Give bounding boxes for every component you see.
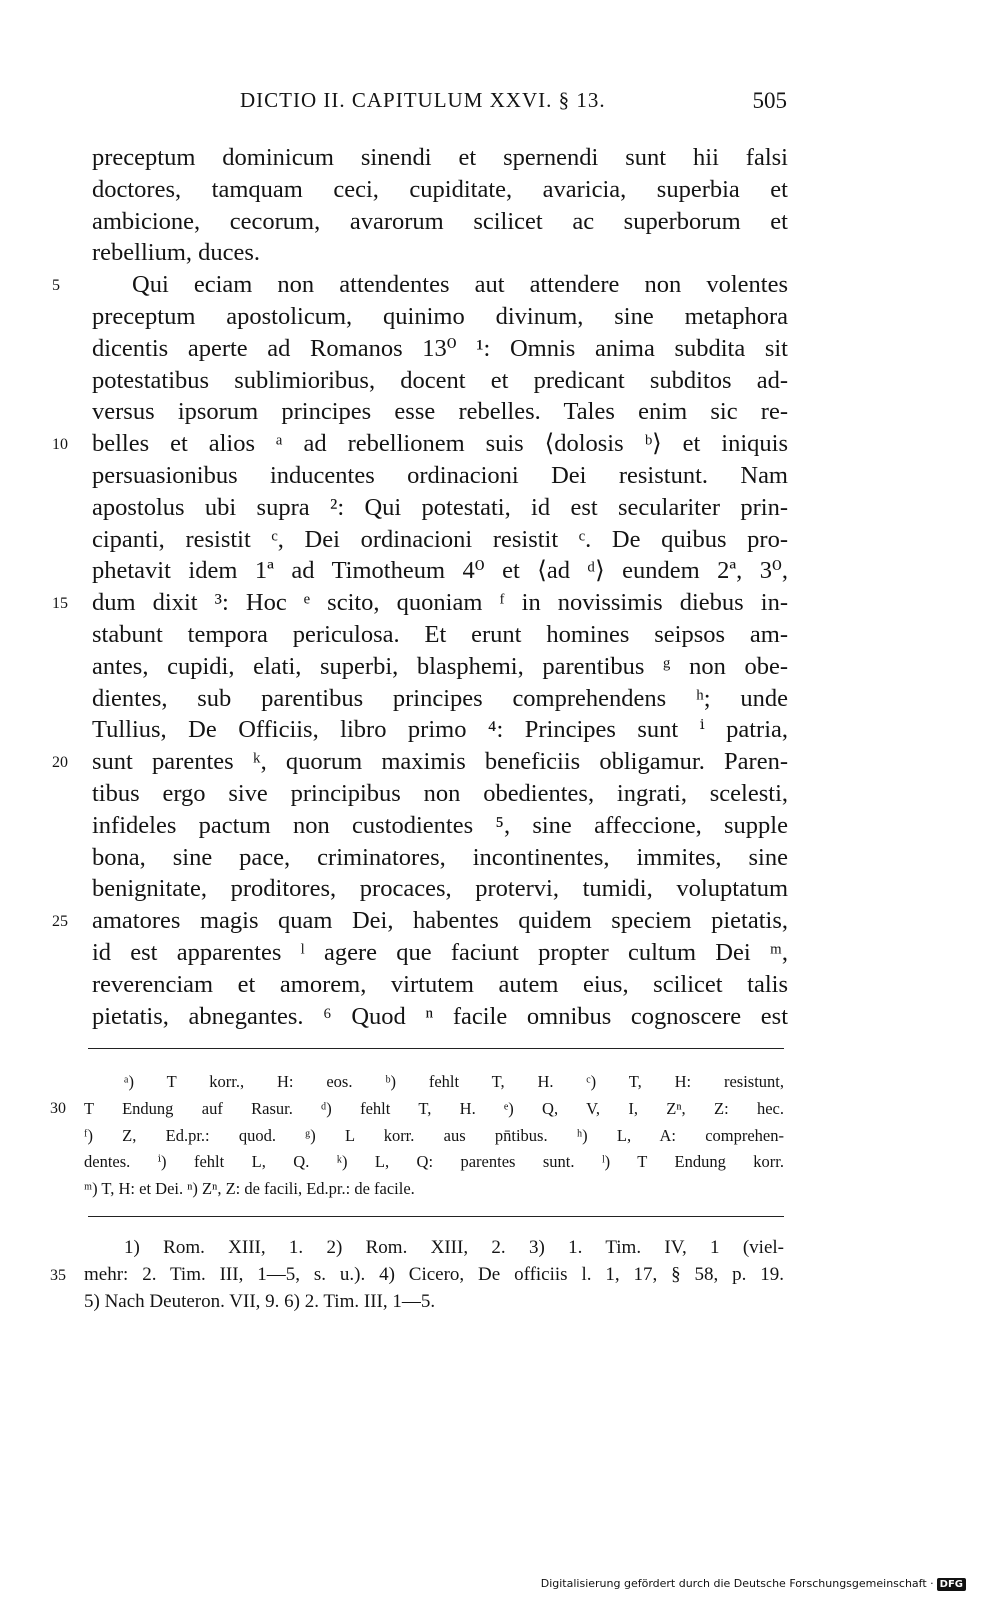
main_text-line: reverenciam et amorem, virtutem autem eius, scilicet talis — [92, 970, 788, 998]
line-number: 5 — [52, 277, 60, 295]
main_text-line: persuasionibus inducentes ordinacioni Dei resistunt. Nam — [92, 462, 788, 489]
dfg-logo: DFG — [937, 1578, 966, 1591]
line-number: 15 — [52, 595, 68, 613]
main_text-line: stabunt tempora periculosa. Et erunt homines seipsos am- — [92, 621, 788, 648]
main_text-line: potestatibus sublimioribus, docent et predicant subditos ad- — [92, 366, 788, 394]
apparatus-line: ᶠ) Z, Ed.pr.: quod. ᵍ) L korr. aus pn̄tibus. ʰ) L, A: comprehen- — [84, 1125, 784, 1145]
sources-line: 5) Nach Deuteron. VII, 9. 6) 2. Tim. III, 1—5. — [84, 1290, 436, 1312]
main_text-line: benignitate, proditores, procaces, protervi, tumidi, voluptatum — [92, 875, 788, 903]
sources-line: mehr: 2. Tim. III, 1—5, s. u.). 4) Cicero, De officiis l. 1, 17, § 58, p. 19. — [84, 1263, 784, 1285]
sources-rule — [88, 1216, 784, 1217]
main_text-line: sunt parentes ᵏ, quorum maximis beneficiis obligamur. Paren- — [92, 748, 788, 776]
digitization-credit — [541, 1577, 966, 1591]
main_text-line: Qui eciam non attendentes aut attendere non volentes — [132, 271, 788, 299]
main_text-line: belles et alios ᵃ ad rebellionem suis ⟨dolosis ᵇ⟩ et iniquis — [92, 430, 788, 458]
main_text-line: versus ipsorum principes esse rebelles. Tales enim sic re- — [92, 398, 788, 426]
line-number: 35 — [50, 1266, 66, 1284]
main_text-line: dientes, sub parentibus principes comprehendens ʰ; unde — [92, 684, 788, 712]
main_text-line: antes, cupidi, elati, superbi, blasphemi, parentibus ᵍ non obe- — [92, 652, 788, 680]
line-number: 10 — [52, 436, 68, 454]
main_text-line: preceptum dominicum sinendi et spernendi sunt hii falsi — [92, 144, 788, 171]
main_text-line: pietatis, abnegantes. ⁶ Quod ⁿ facile omnibus cognoscere est — [92, 1002, 788, 1030]
main_text-line: phetavit idem 1ª ad Timotheum 4⁰ et ⟨ad ᵈ⟩ eundem 2ª, 3⁰, — [92, 557, 788, 585]
line-number: 20 — [52, 754, 68, 772]
apparatus-rule — [88, 1048, 784, 1049]
main_text-line: rebellium, duces. — [92, 239, 261, 267]
main_text-line: tibus ergo sive principibus non obedientes, ingrati, scelesti, — [92, 780, 788, 807]
main_text-line: doctores, tamquam ceci, cupiditate, avaricia, superbia et — [92, 175, 788, 203]
apparatus-line: ᵐ) T, H: et Dei. ⁿ) Zⁿ, Z: de facili, Ed.pr.: de facile. — [84, 1179, 415, 1199]
line-number: 30 — [50, 1099, 66, 1117]
apparatus-line: ᵃ) T korr., H: eos. ᵇ) fehlt T, H. ᶜ) T, H: resistunt, — [124, 1072, 784, 1091]
main_text-line: preceptum apostolicum, quinimo divinum, sine metaphora — [92, 303, 788, 330]
main_text-line: dum dixit ³: Hoc ᵉ scito, quoniam ᶠ in novissimis diebus in- — [92, 589, 788, 617]
main_text-line: Tullius, De Officiis, libro primo ⁴: Principes sunt ⁱ patria, — [92, 716, 788, 744]
running-head: DICTIO II. CAPITULUM XXVI. § 13. — [240, 88, 606, 112]
main_text-line: apostolus ubi supra ²: Qui potestati, id est seculariter prin- — [92, 493, 788, 521]
main_text-line: dicentis aperte ad Romanos 13⁰ ¹: Omnis anima subdita sit — [92, 334, 788, 362]
sources-line: 1) Rom. XIII, 1. 2) Rom. XIII, 2. 3) 1. Tim. IV, 1 (viel- — [124, 1237, 784, 1258]
main_text-line: amatores magis quam Dei, habentes quidem speciem pietatis, — [92, 907, 788, 935]
main_text-line: id est apparentes ˡ agere que faciunt propter cultum Dei ᵐ, — [92, 939, 788, 966]
apparatus-line: dentes. ⁱ) fehlt L, Q. ᵏ) L, Q: parentes sunt. ˡ) T Endung korr. — [84, 1152, 784, 1172]
line-number: 25 — [52, 913, 68, 931]
apparatus-line: T Endung auf Rasur. ᵈ) fehlt T, H. ᵉ) Q, V, I, Zⁿ, Z: hec. — [84, 1098, 784, 1118]
main_text-line: bona, sine pace, criminatores, incontinentes, immites, sine — [92, 843, 788, 871]
main_text-line: cipanti, resistit ᶜ, Dei ordinacioni resistit ᶜ. De quibus pro- — [92, 525, 788, 553]
main_text-line: ambicione, cecorum, avarorum scilicet ac superborum et — [92, 207, 788, 235]
main_text-line: infideles pactum non custodientes ⁵, sine affeccione, supple — [92, 811, 788, 839]
credit-text: Digitalisierung gefördert durch die Deutsche Forschungsgemeinschaft · — [540, 1577, 934, 1590]
page-number: 505 — [752, 88, 787, 113]
